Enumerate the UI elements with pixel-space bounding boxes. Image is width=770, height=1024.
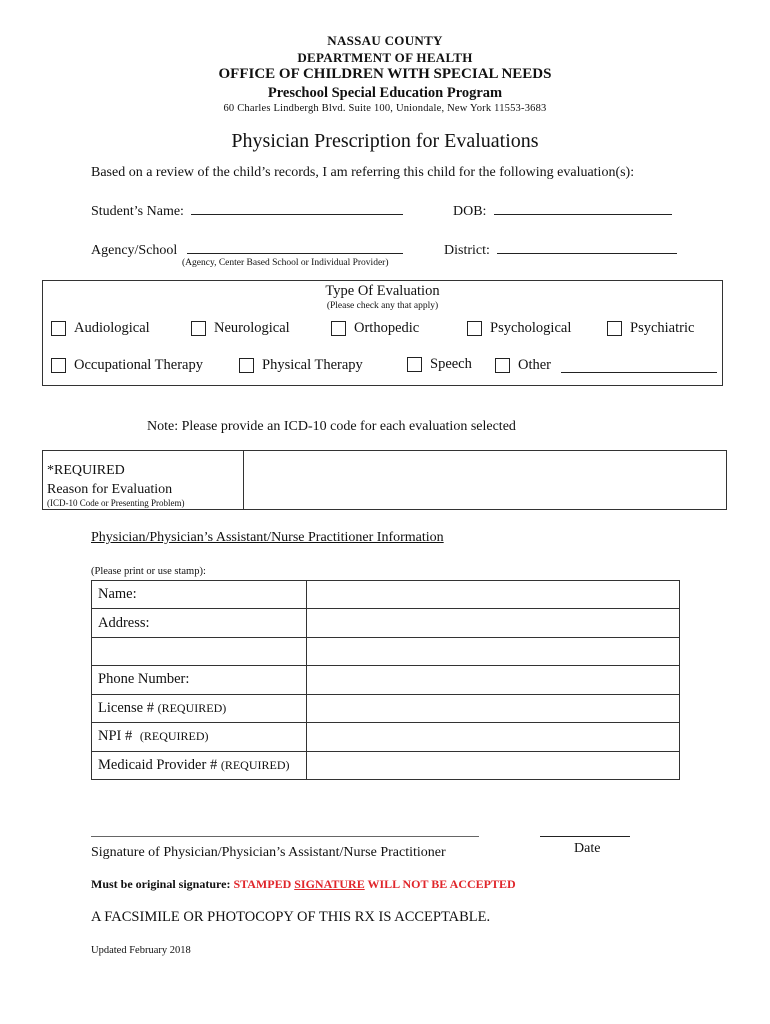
dob-row: [453, 201, 672, 220]
date-line[interactable]: [540, 836, 630, 837]
checkbox-label: Neurological: [214, 320, 290, 336]
address-line2-label: [92, 637, 307, 665]
evaluation-subheading: (Please check any that apply): [326, 301, 439, 311]
agency-hint: (Agency, Center Based School or Individual Provider): [182, 258, 389, 268]
evaluation-heading: Type Of Evaluation: [325, 283, 440, 299]
phone-label: Phone Number:: [92, 666, 307, 694]
checkbox-label: Orthopedic: [354, 320, 420, 336]
npi-cell: [92, 723, 307, 751]
signature-line[interactable]: [91, 836, 479, 837]
checkbox-box[interactable]: [51, 321, 66, 336]
checkbox-psychological[interactable]: [467, 320, 571, 337]
table-row: [92, 637, 680, 665]
stamped-word: SIGNATURE: [294, 877, 365, 891]
checkbox-box[interactable]: [467, 321, 482, 336]
npi-required: (REQUIRED): [139, 729, 209, 744]
checkbox-psychiatric[interactable]: [607, 320, 694, 337]
npi-field[interactable]: [307, 723, 680, 751]
district-field[interactable]: [497, 240, 677, 254]
stamped-pre: STAMPED: [233, 877, 292, 891]
original-signature-notice: [91, 877, 516, 892]
medicaid-label: Medicaid Provider #: [98, 756, 218, 773]
medicaid-required: (REQUIRED): [220, 757, 290, 772]
student-name-field[interactable]: [191, 201, 403, 215]
reason-required: *REQUIRED: [47, 463, 125, 478]
checkbox-physical-therapy[interactable]: [239, 357, 363, 374]
district-row: [444, 240, 677, 259]
must-label: Must be original signature:: [91, 877, 231, 891]
office-heading: OFFICE OF CHILDREN WITH SPECIAL NEEDS: [218, 66, 552, 82]
reason-hint: (ICD-10 Code or Presenting Problem): [47, 498, 185, 508]
form-title: Physician Prescription for Evaluations: [231, 130, 539, 152]
medicaid-field[interactable]: [307, 751, 680, 779]
address-label: Address:: [92, 609, 307, 637]
table-row: [92, 581, 680, 609]
dob-field[interactable]: [494, 201, 672, 215]
checkbox-occupational-therapy[interactable]: [51, 357, 203, 374]
checkbox-box[interactable]: [51, 358, 66, 373]
facsimile-notice: A FACSIMILE OR PHOTOCOPY OF THIS RX IS ACCEPTABLE.: [91, 909, 491, 925]
checkbox-orthopedic[interactable]: [331, 320, 419, 337]
checkbox-box[interactable]: [331, 321, 346, 336]
intro-text: Based on a review of the child’s records, I am referring this child for the following evaluation(s):: [91, 165, 635, 180]
stamped-post: WILL NOT BE ACCEPTED: [367, 877, 516, 891]
district-label: District:: [444, 243, 490, 258]
license-cell: [92, 694, 307, 722]
checkbox-label: Occupational Therapy: [74, 357, 203, 373]
license-field[interactable]: [307, 694, 680, 722]
checkbox-audiological[interactable]: [51, 320, 150, 337]
npi-label: NPI #: [98, 728, 133, 745]
license-label: License #: [98, 699, 154, 716]
address-line2-field[interactable]: [307, 637, 680, 665]
checkbox-label: Other: [518, 357, 552, 373]
checkbox-speech[interactable]: [407, 356, 472, 373]
address-field[interactable]: [307, 609, 680, 637]
icd-note: Note: Please provide an ICD-10 code for each evaluation selected: [147, 419, 516, 434]
checkbox-label: Physical Therapy: [262, 357, 363, 373]
checkbox-box[interactable]: [495, 358, 510, 373]
checkbox-label: Speech: [430, 356, 472, 372]
physician-info-table: [91, 580, 680, 780]
date-label: Date: [574, 841, 601, 856]
checkbox-box[interactable]: [191, 321, 206, 336]
reason-label: Reason for Evaluation: [47, 482, 173, 497]
table-row: [92, 666, 680, 694]
checkbox-box[interactable]: [239, 358, 254, 373]
other-field[interactable]: [561, 359, 717, 373]
program-heading: Preschool Special Education Program: [267, 85, 503, 101]
license-required: (REQUIRED): [157, 700, 227, 715]
table-row: [92, 723, 680, 751]
checkbox-label: Psychological: [490, 320, 572, 336]
checkbox-label: Psychiatric: [630, 320, 695, 336]
table-row: [92, 609, 680, 637]
checkbox-box[interactable]: [607, 321, 622, 336]
physician-heading: Physician/Physician’s Assistant/Nurse Practitioner Information: [91, 530, 444, 545]
reason-box: [42, 450, 727, 510]
table-row: [92, 694, 680, 722]
name-label: Name:: [92, 581, 307, 609]
checkbox-neurological[interactable]: [191, 320, 290, 337]
office-address: 60 Charles Lindbergh Blvd. Suite 100, Uniondale, New York 11553-3683: [223, 103, 547, 114]
agency-label: Agency/School: [91, 243, 178, 258]
checkbox-label: Audiological: [74, 320, 150, 336]
signature-label: Signature of Physician/Physician’s Assistant/Nurse Practitioner: [91, 845, 446, 860]
updated-date: Updated February 2018: [91, 945, 191, 956]
phone-field[interactable]: [307, 666, 680, 694]
agency-row: [91, 240, 403, 259]
dob-label: DOB:: [453, 204, 487, 219]
reason-field[interactable]: [244, 451, 726, 509]
student-name-row: [91, 201, 403, 220]
county-heading: NASSAU COUNTY: [327, 33, 443, 48]
physician-hint: (Please print or use stamp):: [91, 566, 206, 577]
name-field[interactable]: [307, 581, 680, 609]
agency-field[interactable]: [187, 240, 403, 254]
medicaid-cell: [92, 751, 307, 779]
checkbox-box[interactable]: [407, 357, 422, 372]
department-heading: DEPARTMENT OF HEALTH: [297, 50, 473, 65]
table-row: [92, 751, 680, 779]
checkbox-other[interactable]: [495, 357, 717, 374]
student-name-label: Student’s Name:: [91, 204, 184, 219]
